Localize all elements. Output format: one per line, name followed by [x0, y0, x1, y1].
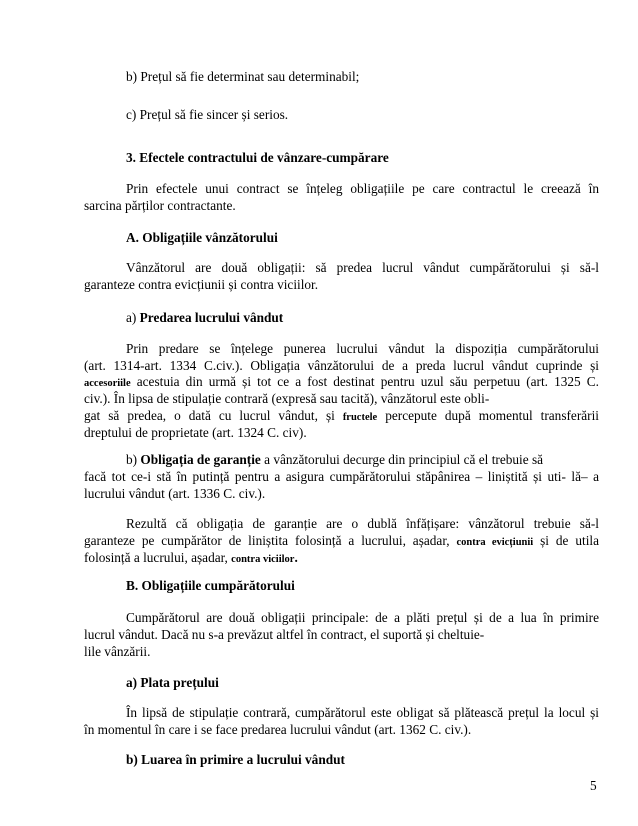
paragraph-line: Prin efectele unui contract se înțeleg obligațiile pe care contractul le creează în [126, 181, 599, 196]
heading-text: Obligația de garanție [140, 452, 261, 467]
section-3-heading: 3. Efectele contractului de vânzare-cumpărare [126, 150, 389, 165]
paragraph-line: sarcina părților contractante. [84, 198, 236, 213]
heading-prefix: b) [126, 452, 141, 467]
text-run: garanteze pe cumpărător de liniștita folosință a lucrului, așadar, [84, 533, 457, 548]
text-run: gat să predea, o dată cu lucrul vândut, și [84, 408, 343, 423]
paragraph-line: garanteze contra evicțiunii și contra viciilor. [84, 277, 319, 292]
paragraph-line: Rezultă că obligația de garanție are o dublă înfățișare: vânzătorul trebuie să-l [126, 516, 599, 531]
list-item-c: c) Prețul să fie sincer și serios. [126, 107, 289, 122]
plata-heading: a) Plata prețului [126, 675, 219, 690]
emphasis-term: accesoriile [84, 378, 131, 389]
list-item-b: b) Prețul să fie determinat sau determinabil; [126, 69, 360, 84]
text-run: a vânzătorului decurge din principiul că el trebuie să [260, 452, 544, 467]
paragraph-line: Cumpărătorul are două obligații principale: de a plăti prețul și de a lua în primire [126, 610, 599, 625]
emphasis-term: fructele [342, 412, 378, 423]
section-a-heading: A. Obligațiile vânzătorului [126, 230, 278, 245]
text-run: și de utila [533, 533, 599, 548]
text-run: acestuia din urmă și tot ce a fost destinat pentru uzul său perpetuu (art. 1325 C. [130, 374, 599, 389]
paragraph-line [84, 550, 599, 568]
paragraph-line: în momentul în care i se face predarea lucrului vândut (art. 1362 C. civ.). [84, 722, 472, 737]
text-run: . [294, 550, 298, 565]
paragraph-line: În lipsă de stipulație contrară, cumpărătorul este obligat să plătească prețul la locul și [126, 705, 599, 720]
heading-text: Predarea lucrului vândut [139, 310, 284, 325]
paragraph-line: lile vânzării. [84, 644, 151, 659]
paragraph-line: facă tot ce-i stă în putință pentru a asigura cumpărătorului stăpânirea – liniștită și uti- lă– a [84, 469, 599, 484]
text-run: folosință a lucrului, așadar, [84, 550, 232, 565]
paragraph-line [84, 374, 599, 392]
predarea-heading [126, 310, 599, 326]
paragraph-line: lucrul vândut. Dacă nu s-a prevăzut altfel în contract, el suportă și cheltuie- [84, 627, 485, 642]
paragraph-line: (art. 1314-art. 1334 C.civ.). Obligația vânzătorului de a preda lucrul vândut cuprinde și [84, 358, 599, 373]
garantie-line [126, 452, 599, 468]
paragraph-line: civ.). În lipsa de stipulație contrară (expresă sau tacită), vânzătorul este obli- [84, 391, 490, 406]
paragraph-line [84, 533, 599, 551]
paragraph-line: dreptului de proprietate (art. 1324 C. civ). [84, 425, 307, 440]
page-number: 5 [590, 778, 597, 793]
section-b-heading: B. Obligațiile cumpărătorului [126, 578, 295, 593]
emphasis-term: contra evicțiunii [456, 537, 534, 548]
paragraph-line: Vânzătorul are două obligații: să predea lucrul vândut cumpărătorului și să-l [126, 260, 599, 275]
paragraph-line [84, 408, 599, 426]
paragraph-line: Prin predare se înțelege punerea lucrului vândut la dispoziția cumpărătorului [126, 341, 599, 356]
text-run: percepute după momentul transferării [377, 408, 599, 423]
emphasis-term: contra viciilor [231, 554, 295, 565]
luarea-heading: b) Luarea în primire a lucrului vândut [126, 752, 345, 767]
heading-prefix: a) [126, 310, 140, 325]
paragraph-line: lucrului vândut (art. 1336 C. civ.). [84, 486, 266, 501]
